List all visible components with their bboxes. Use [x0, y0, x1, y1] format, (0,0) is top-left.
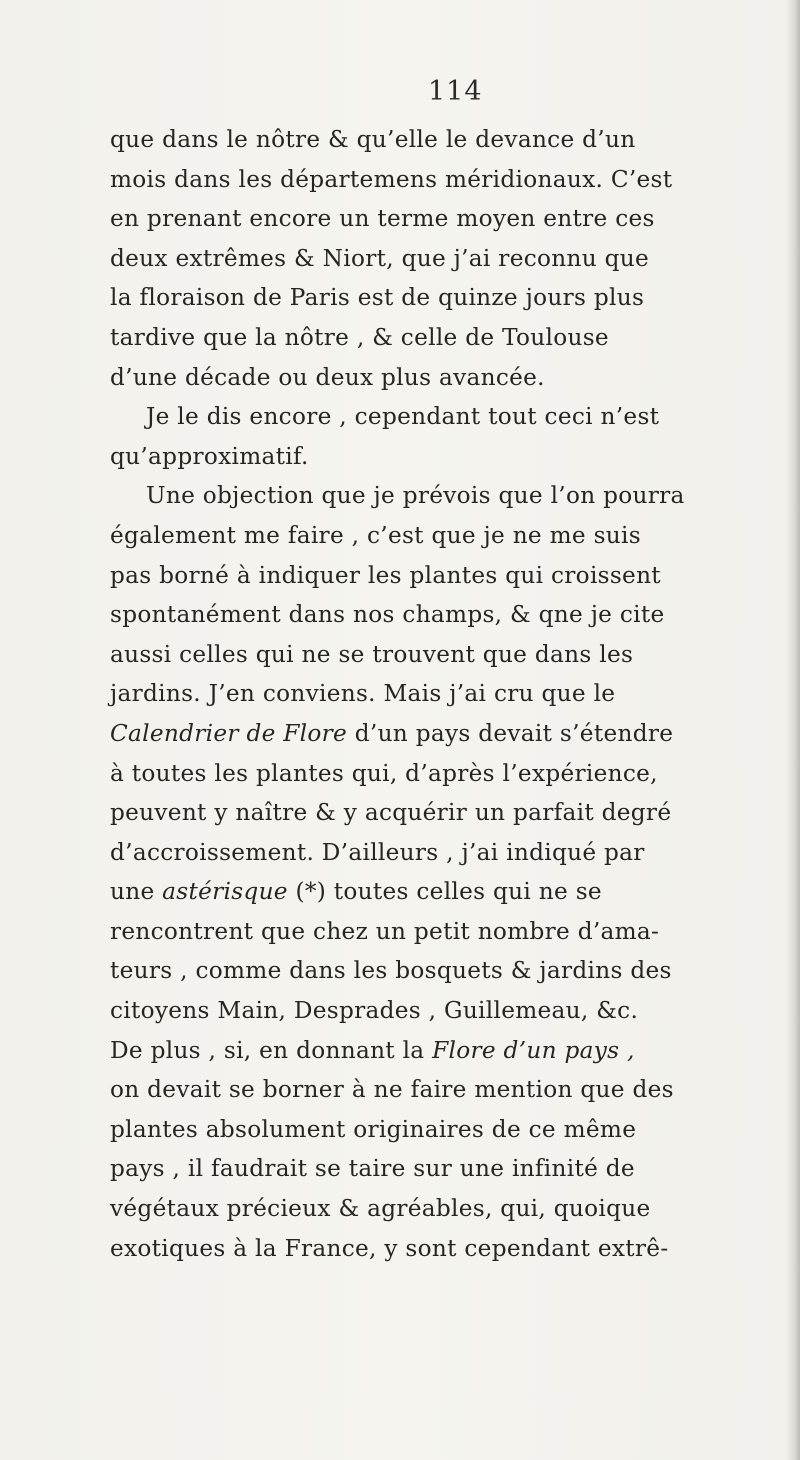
- text-line: [110, 1070, 800, 1110]
- text-segment: pas borné à indiquer les plantes qui croissent: [110, 561, 661, 589]
- text-line: [110, 476, 800, 516]
- text-line: [110, 635, 800, 675]
- text-line: [110, 278, 800, 318]
- italic-text-segment: Flore d’un pays ,: [432, 1036, 635, 1064]
- text-line: [110, 754, 800, 794]
- text-line: [110, 556, 800, 596]
- text-segment: Une objection que je prévois que l’on pourra: [146, 482, 685, 510]
- text-segment: en prenant encore un terme moyen entre ces: [110, 205, 655, 233]
- text-line: [110, 793, 800, 833]
- text-segment: d’une décade ou deux plus avancée.: [110, 363, 545, 391]
- page-number: 114: [428, 76, 483, 107]
- text-line: [110, 833, 800, 873]
- body-text: [110, 120, 800, 1268]
- text-segment: à toutes les plantes qui, d’après l’expérience,: [110, 759, 658, 787]
- text-line: [110, 516, 800, 556]
- text-segment: la floraison de Paris est de quinze jours plus: [110, 284, 645, 312]
- text-line: [110, 872, 800, 912]
- text-line: [110, 1110, 800, 1150]
- text-segment: exotiques à la France, y sont cependant extrê-: [110, 1234, 669, 1262]
- text-line: [110, 358, 800, 398]
- text-segment: pays , il faudrait se taire sur une infinité de: [110, 1155, 635, 1183]
- text-segment: tardive que la nôtre , & celle de Toulouse: [110, 323, 609, 351]
- text-segment: qu’approximatif.: [110, 442, 309, 470]
- text-segment: teurs , comme dans les bosquets & jardins des: [110, 957, 672, 985]
- text-segment: peuvent y naître & y acquérir un parfait degré: [110, 799, 672, 827]
- text-line: [110, 674, 800, 714]
- text-segment: citoyens Main, Desprades , Guillemeau, &c.: [110, 997, 639, 1025]
- text-line: [110, 318, 800, 358]
- text-line: [110, 991, 800, 1031]
- text-segment: plantes absolument originaires de ce même: [110, 1115, 637, 1143]
- text-line: [110, 1229, 800, 1269]
- text-segment: deux extrêmes & Niort, que j’ai reconnu que: [110, 244, 650, 272]
- text-segment: (*) toutes celles qui ne se: [287, 878, 602, 906]
- text-segment: jardins. J’en conviens. Mais j’ai cru que le: [110, 680, 616, 708]
- text-line: [110, 1031, 800, 1071]
- text-line: [110, 1189, 800, 1229]
- text-segment: que dans le nôtre & qu’elle le devance d’un: [110, 126, 636, 153]
- text-segment: aussi celles qui ne se trouvent que dans les: [110, 640, 634, 668]
- text-segment: on devait se borner à ne faire mention que des: [110, 1076, 674, 1104]
- text-line: [110, 160, 800, 200]
- text-segment: Je le dis encore , cependant tout ceci n’est: [146, 403, 660, 431]
- text-line: [110, 951, 800, 991]
- text-segment: rencontrent que chez un petit nombre d’ama-: [110, 917, 660, 945]
- italic-text-segment: Calendrier de Flore: [110, 719, 348, 747]
- text-line: [110, 912, 800, 952]
- text-segment: spontanément dans nos champs, & qne je cite: [110, 601, 665, 629]
- text-segment: également me faire , c’est que je ne me suis: [110, 521, 641, 549]
- text-line: [110, 199, 800, 239]
- text-line: [110, 595, 800, 635]
- text-line: [110, 437, 800, 477]
- text-segment: végétaux précieux & agréables, qui, quoique: [110, 1195, 651, 1223]
- text-segment: d’un pays devait s’étendre: [347, 719, 674, 747]
- text-line: [110, 1149, 800, 1189]
- italic-text-segment: astérisque: [162, 878, 288, 906]
- text-segment: une: [110, 878, 163, 906]
- text-line: [110, 397, 800, 437]
- text-segment: d’accroissement. D’ailleurs , j’ai indiqué par: [110, 838, 645, 866]
- text-line: [110, 239, 800, 279]
- text-line: [110, 714, 800, 754]
- text-segment: De plus , si, en donnant la: [110, 1036, 433, 1064]
- text-segment: mois dans les départemens méridionaux. C’est: [110, 165, 673, 193]
- text-line: [110, 120, 800, 160]
